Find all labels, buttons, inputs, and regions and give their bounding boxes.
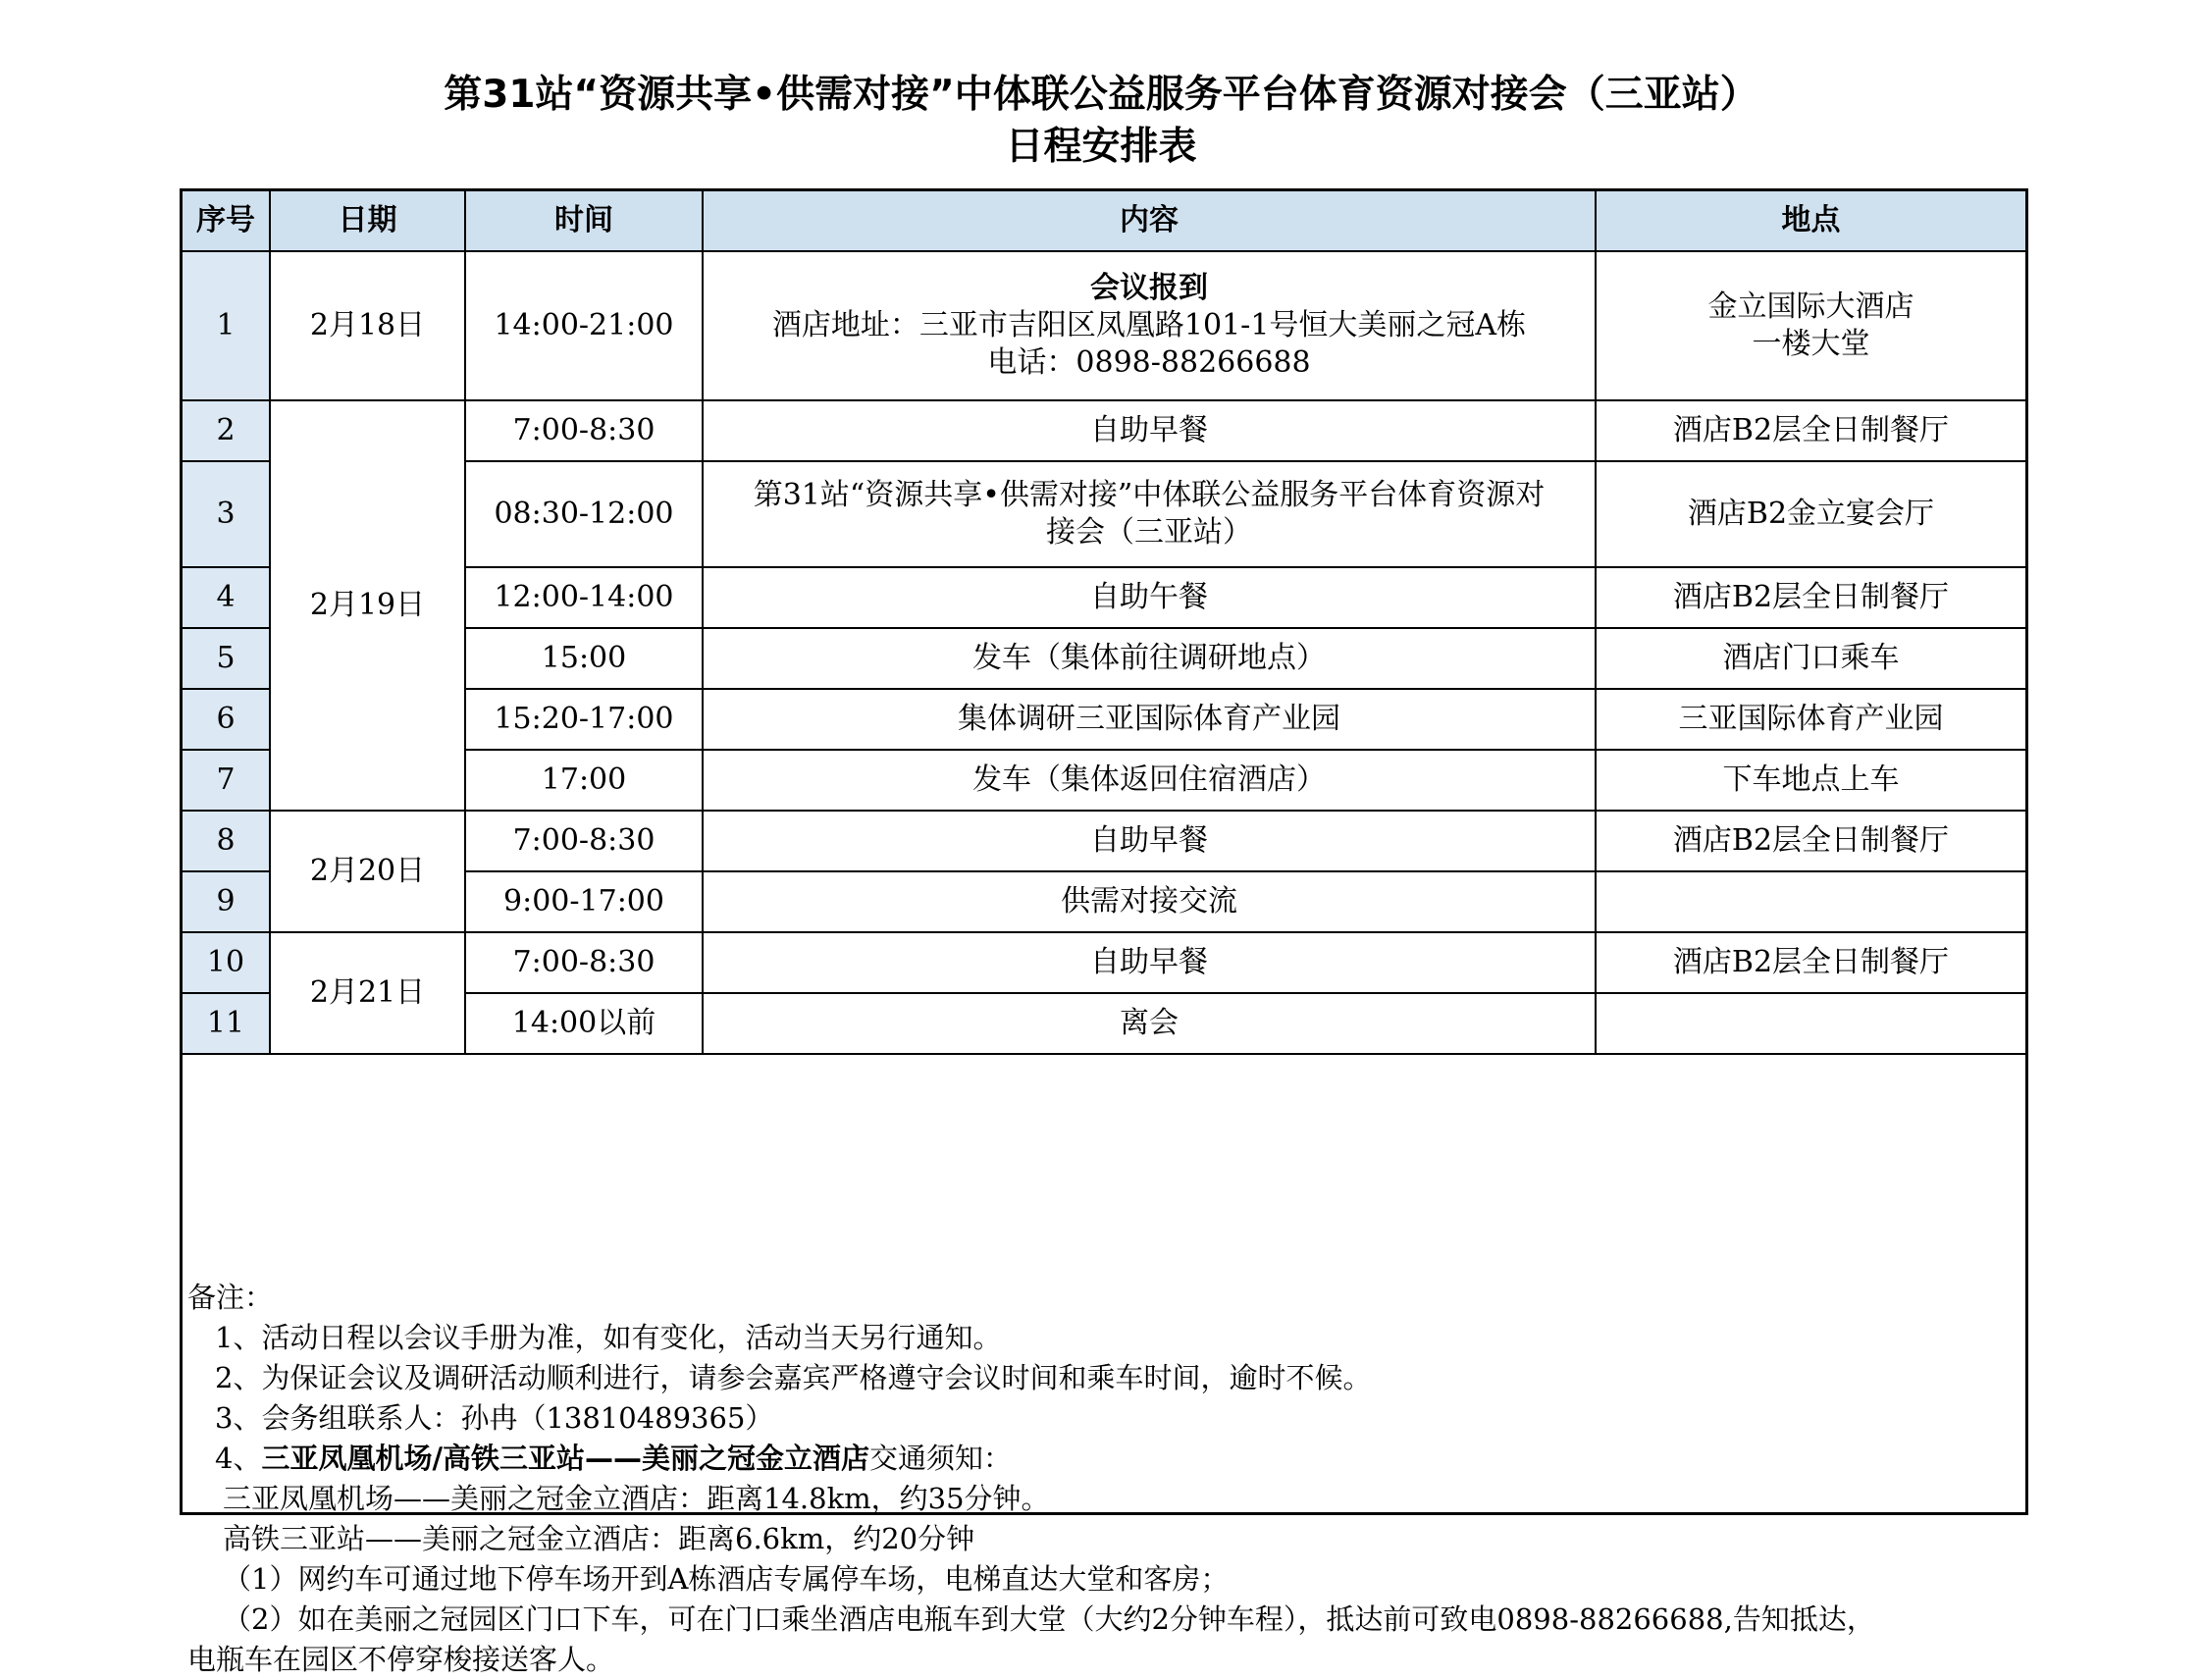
row-number: 2 bbox=[183, 400, 270, 461]
row-content: 集体调研三亚国际体育产业园 bbox=[703, 689, 1596, 750]
transport-tip: （1）网约车可通过地下停车场开到A栋酒店专属停车场，电梯直达大堂和客房； bbox=[223, 1562, 1230, 1596]
note-item: 2、为保证会议及调研活动顺利进行，请参会嘉宾严格遵守会议时间和乘车时间，逾时不候。 bbox=[215, 1361, 1372, 1394]
notes-heading: 备注： bbox=[187, 1281, 274, 1314]
transport-tip-continued: 电瓶车在园区不停穿梭接送客人。 bbox=[187, 1643, 615, 1676]
row-location: 酒店门口乘车 bbox=[1596, 628, 2025, 689]
row-content: 自助早餐 bbox=[703, 811, 1596, 871]
column-header-content: 内容 bbox=[703, 191, 1596, 251]
row-date: 2月19日 bbox=[270, 400, 465, 811]
column-header-time: 时间 bbox=[465, 191, 703, 251]
row-date: 2月18日 bbox=[270, 251, 465, 400]
row-time: 14:00-21:00 bbox=[465, 251, 703, 400]
row-date: 2月21日 bbox=[270, 932, 465, 1054]
schedule-sheet bbox=[180, 188, 2028, 1676]
row-number: 5 bbox=[183, 628, 270, 689]
row-content: 自助午餐 bbox=[703, 567, 1596, 628]
content-line: 第31站“资源共享•供需对接”中体联公益服务平台体育资源对 bbox=[753, 478, 1546, 512]
column-header-number: 序号 bbox=[183, 191, 270, 251]
table-header-row bbox=[183, 191, 2025, 251]
row-number: 4 bbox=[183, 567, 270, 628]
row-content bbox=[703, 461, 1596, 567]
note-item bbox=[187, 1439, 2022, 1479]
column-header-location: 地点 bbox=[1596, 191, 2025, 251]
row-location: 酒店B2金立宴会厅 bbox=[1596, 461, 2025, 567]
row-content: 发车（集体前往调研地点） bbox=[703, 628, 1596, 689]
row-time: 17:00 bbox=[465, 750, 703, 811]
row-time: 15:20-17:00 bbox=[465, 689, 703, 750]
row-time: 7:00-8:30 bbox=[465, 400, 703, 461]
row-time: 7:00-8:30 bbox=[465, 932, 703, 993]
row-content bbox=[703, 251, 1596, 400]
note-item: 3、会务组联系人：孙冉（13810489365） bbox=[215, 1401, 774, 1435]
row-location bbox=[1596, 251, 2025, 400]
row-date: 2月20日 bbox=[270, 811, 465, 932]
row-location: 酒店B2层全日制餐厅 bbox=[1596, 811, 2025, 871]
hotel-phone: 电话：0898-88266688 bbox=[987, 345, 1311, 380]
row-time: 08:30-12:00 bbox=[465, 461, 703, 567]
row-number: 8 bbox=[183, 811, 270, 871]
table-row bbox=[183, 811, 2025, 871]
row-number: 1 bbox=[183, 251, 270, 400]
location-line: 一楼大堂 bbox=[1752, 327, 1870, 361]
row-number: 9 bbox=[183, 871, 270, 932]
registration-title: 会议报到 bbox=[1090, 271, 1208, 305]
row-time: 14:00以前 bbox=[465, 993, 703, 1054]
location-line: 金立国际大酒店 bbox=[1707, 289, 1914, 324]
schedule-table bbox=[183, 191, 2025, 1055]
row-content: 供需对接交流 bbox=[703, 871, 1596, 932]
route-emphasis: 三亚凤凰机场/高铁三亚站——美丽之冠金立酒店 bbox=[261, 1442, 870, 1475]
column-header-date: 日期 bbox=[270, 191, 465, 251]
hotel-address: 酒店地址：三亚市吉阳区凤凰路101-1号恒大美丽之冠A栋 bbox=[771, 308, 1527, 342]
content-line: 接会（三亚站） bbox=[1046, 515, 1252, 550]
row-time: 9:00-17:00 bbox=[465, 871, 703, 932]
row-location: 下车地点上车 bbox=[1596, 750, 2025, 811]
note-item: 1、活动日程以会议手册为准，如有变化，活动当天另行通知。 bbox=[215, 1321, 1002, 1354]
notes-section bbox=[187, 1278, 2022, 1680]
row-location: 酒店B2层全日制餐厅 bbox=[1596, 567, 2025, 628]
row-time: 7:00-8:30 bbox=[465, 811, 703, 871]
row-content: 自助早餐 bbox=[703, 932, 1596, 993]
row-time: 15:00 bbox=[465, 628, 703, 689]
page-subtitle: 日程安排表 bbox=[1005, 125, 1197, 169]
row-location bbox=[1596, 871, 2025, 932]
page-title: 第31站“资源共享•供需对接”中体联公益服务平台体育资源对接会（三亚站） bbox=[444, 73, 1758, 117]
table-row bbox=[183, 251, 2025, 400]
table-row bbox=[183, 400, 2025, 461]
row-location: 酒店B2层全日制餐厅 bbox=[1596, 400, 2025, 461]
row-location bbox=[1596, 993, 2025, 1054]
transport-tip: （2）如在美丽之冠园区门口下车，可在门口乘坐酒店电瓶车到大堂（大约2分钟车程），抵达前可致电0898-88266688,告知抵达， bbox=[223, 1602, 1875, 1636]
row-content: 发车（集体返回住宿酒店） bbox=[703, 750, 1596, 811]
row-time: 12:00-14:00 bbox=[465, 567, 703, 628]
table-row bbox=[183, 932, 2025, 993]
row-content: 自助早餐 bbox=[703, 400, 1596, 461]
train-route: 高铁三亚站——美丽之冠金立酒店：距离6.6km，约20分钟 bbox=[223, 1522, 975, 1555]
row-number: 6 bbox=[183, 689, 270, 750]
note-prefix: 4、 bbox=[215, 1442, 262, 1475]
row-number: 7 bbox=[183, 750, 270, 811]
row-number: 3 bbox=[183, 461, 270, 567]
note-suffix: 交通须知： bbox=[869, 1442, 1013, 1475]
row-location: 酒店B2层全日制餐厅 bbox=[1596, 932, 2025, 993]
row-number: 11 bbox=[183, 993, 270, 1054]
airport-route: 三亚凤凰机场——美丽之冠金立酒店：距离14.8km，约35分钟。 bbox=[223, 1482, 1050, 1515]
row-location: 三亚国际体育产业园 bbox=[1596, 689, 2025, 750]
row-content: 离会 bbox=[703, 993, 1596, 1054]
row-number: 10 bbox=[183, 932, 270, 993]
